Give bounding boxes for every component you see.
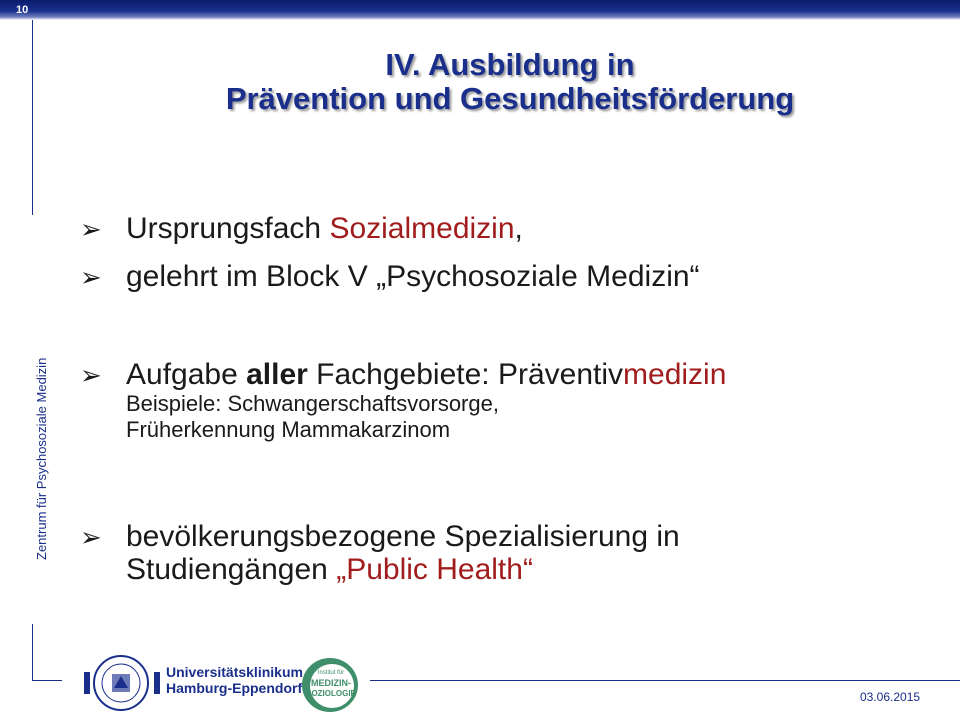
arrow-bullet-icon: ➢	[80, 214, 102, 244]
inst-line-3: SOZIOLOGIE	[306, 689, 356, 698]
bullet-3-sub-2: Früherkennung Mammakarzinom	[126, 417, 451, 442]
bullet-3-highlight: medizin	[623, 358, 727, 391]
bullet-3	[80, 358, 726, 443]
inst-line-1: Institut für	[317, 670, 345, 676]
arrow-bullet-icon: ➢	[80, 522, 102, 552]
uke-line-2: Hamburg-Eppendorf	[166, 680, 303, 696]
arrow-bullet-icon: ➢	[80, 360, 102, 390]
slide-number: 10	[16, 4, 29, 16]
uke-logo-text	[166, 664, 303, 696]
bullet-1-text: Ursprungsfach	[126, 212, 330, 245]
logo-bar-left	[84, 672, 90, 694]
university-seal-icon	[92, 654, 150, 712]
inst-line-2: MEDIZIN-	[311, 678, 351, 688]
bottom-rule-right	[370, 680, 960, 681]
arrow-bullet-icon: ➢	[80, 262, 102, 292]
bullet-2	[80, 260, 700, 293]
side-label: Zentrum für Psychosoziale Medizin	[34, 357, 49, 560]
bullet-1-highlight: Sozialmedizin	[329, 212, 515, 245]
bullet-1-suffix: ,	[514, 212, 523, 245]
slide-title	[120, 48, 900, 116]
bullet-3-sub-1: Beispiele: Schwangerschaftsvorsorge,	[126, 391, 499, 416]
bullet-3-text-b: Fachgebiete: Präventiv	[307, 358, 624, 391]
bullet-4-highlight: „Public Health“	[336, 553, 533, 586]
bullet-3-bold: aller	[246, 358, 308, 391]
left-rule-top	[32, 20, 33, 215]
bullet-4	[80, 520, 680, 586]
slide-date: 03.06.2015	[860, 690, 921, 704]
logo-bar-right	[154, 672, 160, 694]
left-rule-bottom	[32, 624, 33, 680]
top-banner	[0, 0, 960, 20]
bullet-4-line-2: Studiengängen	[126, 553, 337, 586]
title-line-2: Prävention und Gesundheitsförderung	[225, 81, 795, 116]
bullet-2-text: gelehrt im Block V „Psychosoziale Medizin“	[126, 260, 700, 293]
bottom-rule-left	[32, 680, 62, 681]
uke-line-1: Universitätsklinikum	[166, 664, 303, 680]
institute-logo	[300, 656, 360, 714]
bullet-1	[80, 212, 523, 245]
title-line-1: IV. Ausbildung in	[385, 47, 635, 82]
bullet-4-line-1: bevölkerungsbezogene Spezialisierung in	[126, 520, 680, 553]
bullet-3-text: Aufgabe	[126, 358, 247, 391]
